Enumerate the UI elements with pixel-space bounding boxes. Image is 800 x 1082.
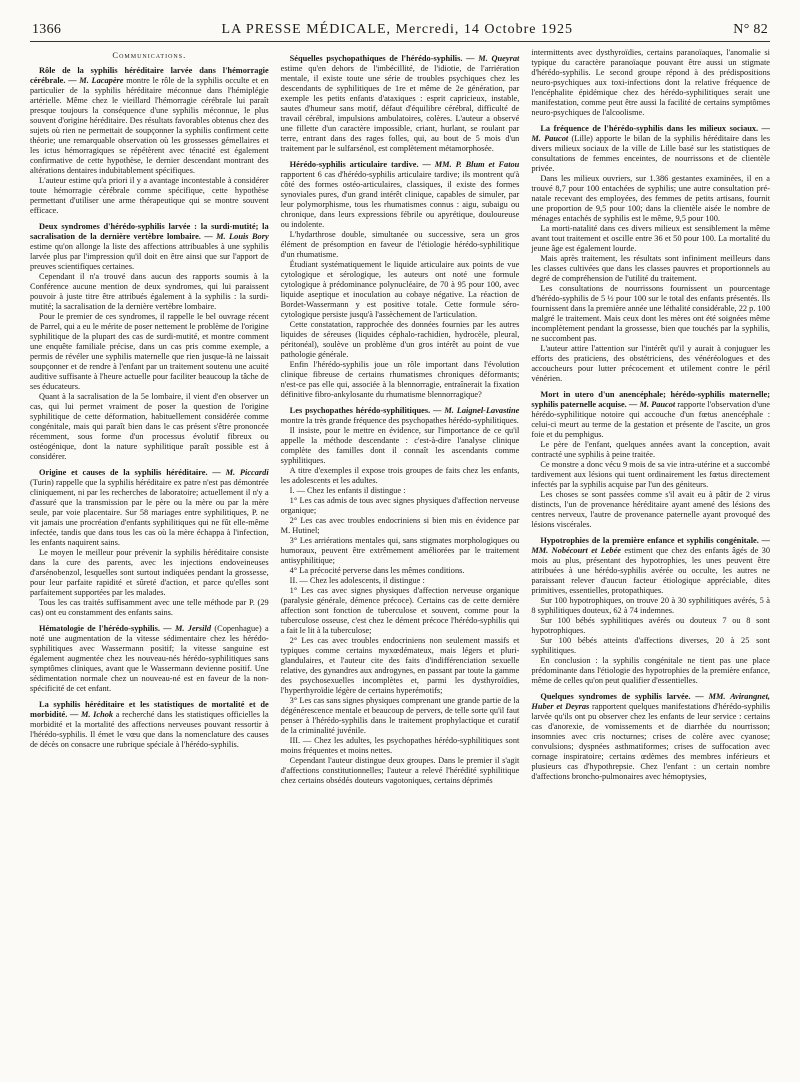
article-paragraph-headed bbox=[531, 692, 770, 782]
article-heading: Séquelles psychopathiques de l'hérédo-syphilis. bbox=[289, 54, 467, 63]
article-paragraph-headed bbox=[30, 468, 269, 548]
article-paragraph-headed bbox=[30, 624, 269, 694]
article-text: a recherché dans les statistiques officielles la morbidité et la mortalité des affections nerveuses pouvant ressortir à l'hérédo-syphilis. Il émet le vœu que dans la nomenclature des causes de décès on consacre une rubrique spéciale à l'hérédo-syphilis. bbox=[30, 710, 269, 750]
article-paragraph-headed bbox=[281, 406, 520, 426]
article-paragraph bbox=[30, 272, 269, 312]
article-author: — M. Jersild bbox=[163, 624, 215, 634]
article-author: — M. Louis Bory bbox=[204, 232, 269, 242]
article-paragraph bbox=[281, 576, 520, 586]
article-text: (Lille) apporte le bilan de la syphilis héréditaire dans les divers milieux sociaux de la ville de Lille basé sur les statistiques de consultations de femmes enceintes, de nourrissons et de clientèle privée. bbox=[531, 134, 770, 173]
article-heading: Les psychopathes hérédo-syphilitiques. bbox=[289, 406, 434, 415]
article-text: II. — Chez les adolescents, il distingue : bbox=[289, 576, 425, 585]
article-text: Quant à la sacralisation de la 5e lombaire, il vient d'en observer un cas, qui lui permet vraiment de poser la question de l'origine syphilitique de cette déformation, habituellement considérée comme congénitale, mais qui paraît bien dans le cas présent s'être prononcée récemment, sous forme d'un processus évolutif fibreux ou ostéogénique, dont la nature syphilitique paraît possible est à considérer. bbox=[30, 392, 269, 462]
article-text: Cependant il n'a trouvé dans aucun des rapports soumis à la Conférence aucune mention de deux syndromes, qui lui paraissent pouvoir à juste titre être attribués également à la syphilis : la surdi-mutité; la sacralisation de la dernière vertèbre lombaire. bbox=[30, 272, 269, 312]
article-paragraph bbox=[281, 426, 520, 466]
article-paragraph bbox=[281, 496, 520, 516]
article-text: 2° Les cas avec troubles endocriniens si bien mis en évidence par M. Hutinel; bbox=[280, 516, 520, 535]
article-text: En conclusion : la syphilis congénitale ne tient pas une place prédominante dans l'étiologie des hypotrophies de la première enfance, même de celles qu'on peut qualifier d'essentielles. bbox=[531, 656, 770, 685]
article-text: Sur 100 bébés atteints d'affections diverses, 20 à 25 sont syphilitiques. bbox=[531, 636, 770, 655]
article-text: (Turin) rappelle que la syphilis héréditaire ex patre n'est pas démontrée cliniquement, ni par les recherches de laboratoire; actuellement il n'y a d'assuré que la transmission par le père ou la mère ou par la mère seule, par voie placentaire. Sur 58 mariages entre syphilitiques, P. ne vit jamais une procréation d'enfants syphilitiques qui ne fût elle-même infectée, tandis que dans tous les cas où la mère échappa à l'infection, les enfants naquirent sains. bbox=[30, 478, 269, 548]
article-author: — M. Paucot bbox=[628, 400, 678, 409]
article-text: montre la très grande fréquence des psychopathes hérédo-syphilitiques. bbox=[280, 416, 519, 425]
article-text: rapportent quelques manifestations d'hérédo-syphilis larvée qu'ils ont pu observer chez les enfants de leur service : certains cas d'anorexie, de vomissements et de diarrhée du nourrisson; insomnies avec cris nocturnes; crises de colère avec cyanose; convulsions; dyspnées asthmatiformes; crises de suffocation avec cornage inspiratoire; certains œdèmes des membres inférieurs et plusieurs cas d'hypothrepsie. Chez l'enfant : un certain nombre d'affections broncho-pulmonaires avec hémoptysies, bbox=[531, 702, 770, 781]
column-3 bbox=[531, 48, 770, 1068]
article-text: 1° Les cas admis de tous avec signes physiques d'affection nerveuse organique; bbox=[280, 496, 520, 515]
article-heading: La fréquence de l'hérédo-syphilis dans les milieux sociaux. bbox=[540, 124, 762, 133]
article-paragraph bbox=[281, 516, 520, 536]
article-paragraph bbox=[281, 636, 520, 696]
article-text: rapporte l'observation d'une hérédo-syphilitique notoire qui accouche d'un fœtus anencéphale : celui-ci meurt au terme de la gestation et présente de l'ascite, un gros foie et du pemphigus. bbox=[531, 400, 770, 439]
article-text: III. — Chez les adultes, les psychopathes hérédo-syphilitiques sont moins fréquentes et moins nettes. bbox=[280, 736, 520, 755]
article-heading: Quelques syndromes de syphilis larvée. bbox=[540, 692, 696, 701]
article-text: A titre d'exemples il expose trois groupes de faits chez les enfants, les adolescents et les adultes. bbox=[280, 466, 520, 485]
article-paragraph bbox=[281, 260, 520, 320]
article-paragraph bbox=[281, 360, 520, 400]
article-paragraph bbox=[531, 344, 770, 384]
article-text: Sur 100 bébés syphilitiques avérés ou douteux 7 ou 8 sont hypotrophiques. bbox=[531, 616, 770, 635]
article-paragraph-headed bbox=[30, 66, 269, 176]
text-columns bbox=[30, 48, 770, 1068]
article-paragraph bbox=[531, 636, 770, 656]
column-2 bbox=[281, 48, 520, 1068]
issue-number: N° 82 bbox=[733, 22, 768, 37]
article-paragraph bbox=[30, 392, 269, 462]
page-number: 1366 bbox=[32, 22, 62, 37]
article-text: Le père de l'enfant, quelques années avant la conception, avait contracté une syphilis à peine traitée. bbox=[531, 440, 770, 459]
article-text: Ce monstre a donc vécu 9 mois de sa vie intra-utérine et a succombé tardivement aux lésions qui tuent ordinairement les fœtus directement infectés par la syphilis acquise par l'un des géniteurs. bbox=[531, 460, 770, 489]
article-paragraph bbox=[30, 312, 269, 392]
article-paragraph bbox=[281, 696, 520, 736]
article-author: — M. Laignel-Lavastine bbox=[433, 406, 520, 415]
article-text: Étudiant systématiquement le liquide articulaire aux points de vue cytologique et sérologique, les auteurs ont noté une formule cytologique à prédominance polynucléaire, de 70 à 95 pour 100, avec liquide aseptique et inoculation au cobaye négative. La réaction de Bordet-Wassermann y est positive totale. Cette formule séro-cytologique persiste jusqu'à l'assèchement de l'articulation. bbox=[280, 260, 520, 319]
article-paragraph bbox=[281, 736, 520, 756]
article-paragraph bbox=[531, 616, 770, 636]
page-header bbox=[30, 22, 770, 42]
article-text: Enfin l'hérédo-syphilis joue un rôle important dans l'évolution clinique fibreuse de certains rhumatismes chroniques déformants; n'est-ce pas elle qui, associée à la blennorragie, entraînerait la fixation définitive fibro-ankylosante du rhumatisme blennorragique? bbox=[280, 360, 520, 399]
article-paragraph bbox=[281, 536, 520, 566]
article-text: 4° La précocité perverse dans les mêmes conditions. bbox=[289, 566, 465, 575]
article-heading: La syphilis héréditaire et les statistiques de mortalité et de morbidité. bbox=[30, 700, 269, 720]
article-paragraph bbox=[281, 486, 520, 496]
article-heading: Hérédo-syphilis articulaire tardive. bbox=[289, 160, 423, 169]
article-text: Il insiste, pour le mettre en évidence, sur l'importance de ce qu'il appelle la méthode descendante : c'est-à-dire l'analyse clinique complète des familles dont il connaît les ascendants comme syphilitiques. bbox=[280, 426, 520, 465]
article-paragraph bbox=[531, 490, 770, 530]
article-text: La morti-natalité dans ces divers milieux est sensiblement la même avant tout traitement et oscille entre 36 et 50 pour 100. La mortalité du jeune âge est également lourde. bbox=[531, 224, 770, 253]
article-text: Mais après traitement, les résultats sont infiniment meilleurs dans les classes cultivées que dans les classes pauvres et proportionnels au degré de compréhension de l'utilité du traitement. bbox=[531, 254, 770, 283]
article-text: montre le rôle de la syphilis occulte et en particulier de la syphilis héréditaire méconnue dans l'hémiplégie artérielle. Même chez le vieillard l'hémorragie cérébrale lui paraît presque toujours la conséquence d'une syphilis méconnue, le plus souvent d'origine héréditaire. Des résultats favorables obtenus chez des sujets où rien ne permettait de soupçonner la syphilis confirment cette théorie; une remarquable observation où les grossesses gémellaires et les ictus hémorragiques se répétèrent avec ténacité est également confirmative de cette hypothèse, le dernier descendant montrant des altérations dentaires indubitablement spécifiques. bbox=[30, 76, 269, 176]
article-paragraph bbox=[531, 440, 770, 460]
article-heading: Origine et causes de la syphilis héréditaire. bbox=[39, 468, 213, 478]
article-author: — MM. P. Blum et Fatou bbox=[422, 160, 520, 169]
article-author: — M. Paucot bbox=[531, 124, 770, 143]
article-text: L'hydarthrose double, simultanée ou successive, sera un gros élément de présomption en faveur de l'étiologie hérédo-syphilitique d'un rhumatisme. bbox=[280, 230, 520, 259]
article-paragraph-headed bbox=[30, 222, 269, 272]
article-heading: Hématologie de l'hérédo-syphilis. bbox=[39, 624, 164, 634]
article-text: rapportent 6 cas d'hérédo-syphilis articulaire tardive; ils montrent qu'à côté des formes ostéo-articulaires, classiques, il existe des formes synoviales pures, d'un grand intérêt clinique, capables de simuler, par leur polymorphisme, tous les rhumatismes connus : aigu, subaigu ou chronique, dans leurs expressions fébrile ou apyrétique, douloureuse ou indolente. bbox=[280, 170, 520, 229]
article-text: estime qu'on allonge la liste des affections attribuables à une syphilis larvée plus par l'impression qu'il doit en être ainsi que sur l'apport de preuves scientifiques certaines. bbox=[30, 242, 269, 272]
article-paragraph bbox=[531, 254, 770, 284]
article-paragraph bbox=[30, 548, 269, 598]
article-paragraph bbox=[531, 284, 770, 344]
article-text: L'auteur attire l'attention sur l'intérêt qu'il y aurait à conjuguer les efforts des praticiens, des obstétriciens, des vénéréologues et des accoucheurs pour lutter précocement et utilement contre le péril vénérien. bbox=[531, 344, 770, 383]
article-text: Cependant l'auteur distingue deux groupes. Dans le premier il s'agit d'affections constitutionnelles; l'auteur a relevé l'hérédité syphilitique chez certains obsédés douteurs vagotoniques, certains déprimés bbox=[280, 756, 520, 785]
article-paragraph-headed bbox=[281, 160, 520, 230]
article-text: Les consultations de nourrissons fournissent un pourcentage d'hérédo-syphilis de 5 ½ pour 100 sur le total des enfants présentés. Ils fournissent dans la première année une léthalité considérable, 22 p. 100 malgré le traitement. Mais ceux dont les mères ont été soignées même incomplètement pendant la grossesse, bien que touchés par la syphilis, ne succombent pas. bbox=[531, 284, 770, 343]
article-paragraph bbox=[281, 586, 520, 636]
article-heading: Deux syndromes d'hérédo-syphilis larvée : la surdi-mutité; la sacralisation de la dernière vertèbre lombaire. bbox=[30, 222, 269, 242]
article-text: 2° Les cas avec troubles endocriniens non seulement massifs et typiques comme certains myxœdémateux, mais légers et pluri-glandulaires, et l'auteur cite des faits d'indifférenciation sexuelle relative, des gynandres aux androgynes, en passant par toute la gamme des psychosexuelles incomplètes et, parmi les dysthyroïdies, l'hyperthyroïdie légère de certains hyperémotifs; bbox=[280, 636, 520, 695]
article-paragraph bbox=[281, 230, 520, 260]
article-author: — MM. Nobécourt et Lebée bbox=[531, 536, 770, 555]
article-text: L'auteur estime qu'a priori il y a avantage incontestable à considérer toute hémorragie cérébrale comme spécifique, cette hypothèse permettant d'utiliser une arme thérapeutique qui se montre souvent efficace. bbox=[30, 176, 269, 216]
article-text: 3° Les cas sans signes physiques comprenant une grande partie de la dégénérescence mentale et beaucoup de pervers, de telle sorte qu'il faut penser à l'hérédo-syphilis dans le traitement prophylactique et curatif de la criminalité juvénile. bbox=[280, 696, 520, 735]
article-paragraph bbox=[531, 656, 770, 686]
journal-title: LA PRESSE MÉDICALE, Mercredi, 14 Octobre 1925 bbox=[221, 22, 573, 37]
article-paragraph bbox=[531, 596, 770, 616]
article-text: Cette constatation, rapprochée des données fournies par les autres liquides de séreuses (liquides céphalo-rachidien, hydrocèle, pleural, péritonéal), soulève un problème d'un gros intérêt au point de vue pathologie générale. bbox=[280, 320, 520, 359]
article-paragraph-headed bbox=[30, 700, 269, 750]
article-paragraph bbox=[531, 460, 770, 490]
article-text: Dans les milieux ouvriers, sur 1.386 gestantes examinées, il en a trouvé 8,7 pour 100 entachées de syphilis; une autre consultation pré-natale recevant des employées, des femmes de petits artisans, fournit une proportion de 9,5 pour 100; dans la clientèle aisée le nombre de ménages entachés de syphilis est le même, 9,5 pour 100. bbox=[531, 174, 770, 223]
article-text: 3° Les arriérations mentales qui, sans stigmates morphologiques ou humoraux, peuvent être extrêmement améliorées par le traitement antisyphilitique; bbox=[280, 536, 520, 565]
article-author: — M. Lacapère bbox=[68, 76, 127, 86]
article-heading: Mort in utero d'un anencéphale; hérédo-syphilis maternelle; syphilis paternelle acquise. bbox=[531, 390, 770, 409]
article-paragraph bbox=[281, 320, 520, 360]
article-paragraph bbox=[531, 48, 770, 118]
article-text: 1° Les cas avec signes physiques d'affection nerveuse organique (paralysie générale, démence précoce). Certains cas de cette dernière affection sont fonction de tuberculose et souvent, comme pour la tuberculose osseuse, c'est chez le dément précoce l'hérédo-syphilis qui a fait le lit à la tuberculose; bbox=[280, 586, 520, 635]
article-text: Le moyen le meilleur pour prévenir la syphilis héréditaire consiste dans la cure des parents, avec les injections endoveineuses d'arsénobenzol, lesquelles sont surtout indiquées pendant la grossesse, pour leur parfaite rapidité et sûreté d'action, et parce qu'elles sont parfaitement supportées par les malades. bbox=[30, 548, 269, 598]
article-paragraph bbox=[281, 756, 520, 786]
article-text: Tous les cas traités suffisamment avec une telle méthode par P. (29 cas) ont eu constamment des enfants sains. bbox=[30, 598, 269, 618]
article-paragraph bbox=[30, 598, 269, 618]
article-text: (Copenhague) a noté une augmentation de la vitesse sédimentaire chez les hérédo-syphilitiques avec Wassermann positif; la vitesse sanguine est également augmentée chez les nouveau-nés hérédo-syphilitiques sans symptômes cliniques, avant que le Wassermann devienne positif. Une sédimentation normale chez un nouveau-né est en faveur de la non-spécificité de cet enfant. bbox=[30, 624, 269, 694]
article-paragraph-headed bbox=[531, 390, 770, 440]
article-paragraph bbox=[281, 566, 520, 576]
article-heading: Rôle de la syphilis héréditaire larvée dans l'hémorragie cérébrale. bbox=[30, 66, 269, 86]
article-author: — M. Ichok bbox=[69, 710, 116, 720]
section-kicker: Communications. bbox=[112, 50, 187, 60]
article-text: Sur 100 hypotrophiques, on trouve 20 à 30 syphilitiques avérés, 5 à 8 syphilitiques douteux, 62 à 74 indemnes. bbox=[531, 596, 770, 615]
column-1 bbox=[30, 48, 269, 1068]
article-author: — M. Piccardi bbox=[212, 468, 269, 478]
article-text: Pour le premier de ces syndromes, il rappelle le bel ouvrage récent de Parrel, qui a eu le mérite de poser nettement le problème de l'origine syphilitique de la plupart des cas de surdi-mutité, et montre comment une enquête familiale précise, dans un cas pris comme exemple, a permis de révéler une syphilis maternelle que rien jusque-là ne laissait soupçonner et de rendre à l'enfant par un traitement soutenu une acuité auditive suffisante à l'heure actuelle pour faciliter beaucoup la tâche de ses éducateurs. bbox=[30, 312, 269, 392]
article-text: estime qu'en dehors de l'imbécillité, de l'idiotie, de l'arriération mentale, il existe toute une série de troubles psychiques chez les descendants de syphilitiques de 1re et même de 2e génération, par exemple les petits enfants d'ataxiques : esprit capricieux, instable, sautes d'humeur sans motif, défaut d'équilibre cérébral, difficulté de travail cérébral, impulsions ambulatoires, colères. L'auteur a observé une fillette d'un caractère impossible, criant, hurlant, se roulant par terre, entrant dans des rages folles, qui, au bout de 5 mois d'un traitement par le sulfarsénol, est complètement métamorphosée. bbox=[280, 64, 520, 153]
article-paragraph-headed bbox=[281, 54, 520, 154]
article-paragraph-headed bbox=[531, 536, 770, 596]
article-heading: Hypotrophies de la première enfance et syphilis congénitale. bbox=[540, 536, 762, 545]
article-author: — M. Queyrat bbox=[466, 54, 520, 63]
article-text: intermittents avec dysthyroïdies, certains paranoïaques, l'anomalie si typique du caractère paranoïaque pouvant être aussi un stigmate d'hérédo-syphilis. Le second groupe répond à des prédispositions neuro-psychiques aux toxi-infections dont la relative fréquence de l'encéphalite épidémique chez des hérédo-syphilitiques serait une manifestation, comme peut être aussi la facilité de certains symptômes neuro-psychiques de l'alcoolisme. bbox=[531, 48, 770, 117]
article-paragraph-headed bbox=[531, 124, 770, 174]
article-text: Les choses se sont passées comme s'il avait eu à pâtir de 2 virus distincts, l'un de provenance héréditaire ayant amené des lésions des centres nerveux, l'autre de provenance paternelle ayant provoqué des lésions viscérales. bbox=[531, 490, 770, 529]
article-paragraph bbox=[531, 224, 770, 254]
article-paragraph bbox=[281, 466, 520, 486]
article-text: I. — Chez les enfants il distingue : bbox=[289, 486, 406, 495]
article-paragraph bbox=[531, 174, 770, 224]
article-author: — MM. Avirangnet, Huber et Deyras bbox=[531, 692, 770, 711]
article-paragraph bbox=[30, 176, 269, 216]
article-text: estiment que chez des enfants âgés de 30 mois au plus, présentant des hypotrophies, les unes peuvent être attribuées à une hérédo-syphilis avérée ou occulte, les autres ne paraissant relever d'aucun facteur étiologique appréciable, dites primitives, essentielles, protopathiques. bbox=[531, 546, 770, 595]
